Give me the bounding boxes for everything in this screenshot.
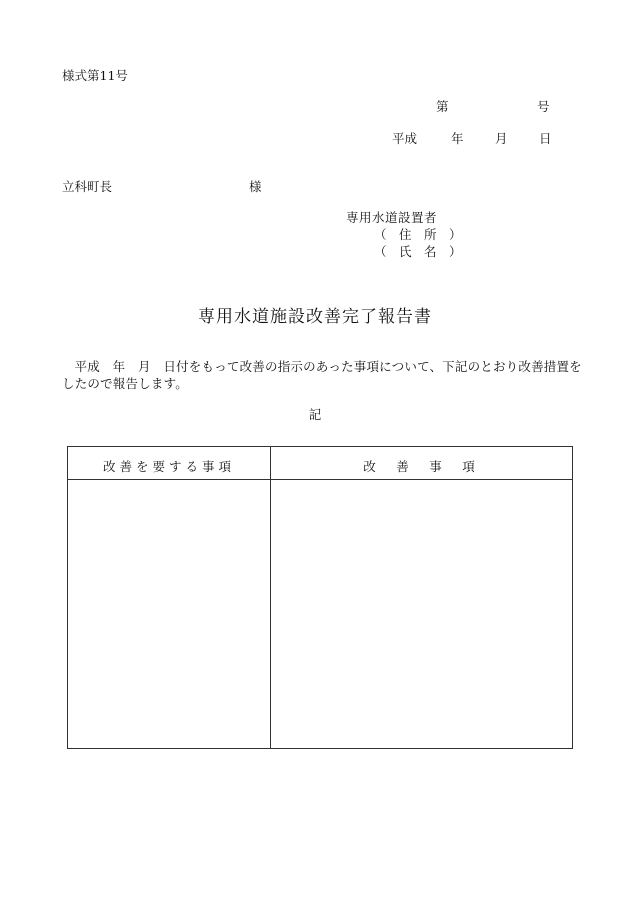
sender-name-label: （ 氏 名 ） <box>374 244 462 259</box>
addressee-honorific: 様 <box>249 179 262 194</box>
date-month-label: 月 <box>495 131 508 146</box>
table-column-divider <box>270 447 271 748</box>
sender-title: 専用水道設置者 <box>346 210 438 225</box>
date-day-label: 日 <box>539 131 552 146</box>
date-era: 平成 <box>392 131 418 146</box>
document-title: 専用水道施設改善完了報告書 <box>198 307 432 327</box>
document-number-prefix: 第 <box>436 99 449 114</box>
note-heading: 記 <box>308 407 322 422</box>
form-number: 様式第11号 <box>62 68 128 83</box>
date-year-label: 年 <box>451 131 464 146</box>
table-header-divider <box>68 479 572 480</box>
improvement-table <box>67 446 573 749</box>
column-header-improvement-items: 改 善 事 項 <box>363 459 479 474</box>
report-body-text: 平成 年 月 日付をもって改善の指示のあった事項について、下記のとおり改善措置をしたので報告します。 <box>62 359 582 391</box>
sender-address-label: （ 住 所 ） <box>374 227 462 242</box>
column-header-required-items: 改善を要する事項 <box>102 459 235 474</box>
document-number-suffix: 号 <box>537 99 550 114</box>
addressee-name: 立科町長 <box>62 179 113 194</box>
